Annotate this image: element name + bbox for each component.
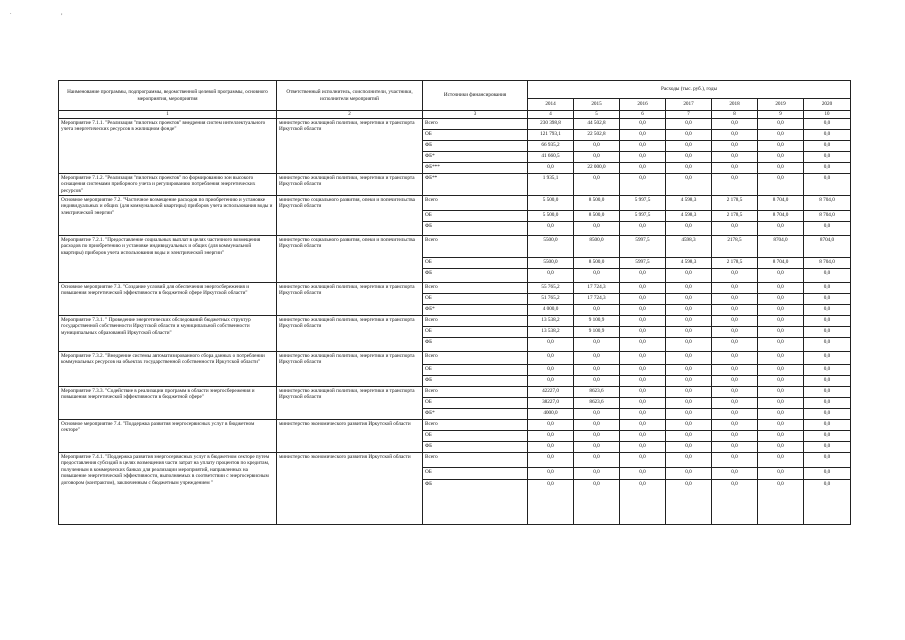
expense-value: 4 000,0 xyxy=(528,305,574,316)
expense-value: 0,0 xyxy=(804,163,851,174)
expense-value: 4 598,3 xyxy=(666,196,712,211)
executor-name: министерство экономического развития Иркутской области xyxy=(277,420,423,453)
expense-value: 0,0 xyxy=(620,453,666,468)
funding-source: Всего xyxy=(423,196,528,211)
expense-value: 38227,0 xyxy=(528,398,574,409)
expense-value: 0,0 xyxy=(712,141,758,152)
scan-marks: . , xyxy=(10,10,87,16)
expense-value: 5 997,5 xyxy=(620,211,666,222)
column-number: 5 xyxy=(574,111,620,119)
expense-value: 0,0 xyxy=(804,222,851,236)
expense-value: 5 500,0 xyxy=(528,211,574,222)
expense-value: 0,0 xyxy=(804,130,851,141)
expense-value: 0,0 xyxy=(666,365,712,376)
funding-source: Всего xyxy=(423,316,528,327)
table-row xyxy=(59,196,851,211)
funding-source: Всего xyxy=(423,236,528,258)
expense-value: 0,0 xyxy=(666,305,712,316)
table-row xyxy=(59,387,851,398)
expense-value: 0,0 xyxy=(666,420,712,431)
funding-source: ФБ xyxy=(423,480,528,525)
funding-source: ФБ xyxy=(423,442,528,453)
expense-value: 4 598,3 xyxy=(666,258,712,269)
expense-value: 0,0 xyxy=(712,365,758,376)
expense-value: 0,0 xyxy=(620,141,666,152)
expense-value: 0,0 xyxy=(758,305,804,316)
expense-value: 0,0 xyxy=(528,468,574,480)
column-number: 6 xyxy=(620,111,666,119)
expense-value: 2 178,5 xyxy=(712,211,758,222)
expense-value: 8 704,0 xyxy=(804,196,851,211)
expense-value: 22 502,8 xyxy=(574,130,620,141)
expense-value: 0,0 xyxy=(574,409,620,420)
expense-value: 0,0 xyxy=(712,327,758,338)
expense-value: 0,0 xyxy=(620,420,666,431)
expense-value: 8 704,0 xyxy=(758,211,804,222)
expense-value: 0,0 xyxy=(758,222,804,236)
expense-value: 0,0 xyxy=(804,376,851,387)
header-year: 2017 xyxy=(666,99,712,111)
expense-value: 0,0 xyxy=(804,305,851,316)
expense-value: 0,0 xyxy=(804,283,851,294)
expense-value: 0,0 xyxy=(758,316,804,327)
expense-value: 0,0 xyxy=(804,431,851,442)
expense-value: 0,0 xyxy=(758,294,804,305)
expense-value: 2 178,5 xyxy=(712,258,758,269)
expense-value: 8 500,0 xyxy=(574,196,620,211)
funding-source: ОБ xyxy=(423,327,528,338)
expense-value: 4000,0 xyxy=(528,409,574,420)
expense-value: 0,0 xyxy=(666,283,712,294)
expense-value: 0,0 xyxy=(804,152,851,163)
expense-value: 0,0 xyxy=(758,174,804,196)
expense-value: 8 704,0 xyxy=(804,211,851,222)
expense-value: 0,0 xyxy=(574,141,620,152)
expense-value: 8623,6 xyxy=(574,387,620,398)
expense-value: 41 660,5 xyxy=(528,152,574,163)
expense-value: 0,0 xyxy=(712,130,758,141)
funding-source: ОБ xyxy=(423,365,528,376)
expense-value: 0,0 xyxy=(666,352,712,365)
expense-value: 0,0 xyxy=(758,398,804,409)
expense-value: 0,0 xyxy=(666,442,712,453)
budget-table xyxy=(58,80,851,525)
expense-value: 5997,5 xyxy=(620,258,666,269)
expense-value: 0,0 xyxy=(758,365,804,376)
funding-source: ФБ xyxy=(423,376,528,387)
expense-value: 0,0 xyxy=(620,152,666,163)
expense-value: 0,0 xyxy=(666,222,712,236)
expense-value: 0,0 xyxy=(528,163,574,174)
expense-value: 0,0 xyxy=(574,152,620,163)
expense-value: 5 500,0 xyxy=(528,196,574,211)
expense-value: 0,0 xyxy=(574,305,620,316)
expense-value: 0,0 xyxy=(758,453,804,468)
expense-value: 0,0 xyxy=(620,468,666,480)
expense-value: 0,0 xyxy=(804,420,851,431)
expense-value: 8623,6 xyxy=(574,398,620,409)
table-row xyxy=(59,453,851,468)
expense-value: 0,0 xyxy=(528,269,574,283)
funding-source: ОБ xyxy=(423,258,528,269)
funding-source: ФБ xyxy=(423,338,528,352)
table-row xyxy=(59,420,851,431)
expense-value: 0,0 xyxy=(712,119,758,130)
expense-value: 0,0 xyxy=(804,468,851,480)
expense-value: 0,0 xyxy=(712,152,758,163)
expense-value: 0,0 xyxy=(804,453,851,468)
expense-value: 0,0 xyxy=(666,398,712,409)
column-number: 10 xyxy=(804,111,851,119)
expense-value: 0,0 xyxy=(574,442,620,453)
funding-source: ФБ* xyxy=(423,152,528,163)
column-number: 9 xyxy=(758,111,804,119)
expense-value: 0,0 xyxy=(712,283,758,294)
expense-value: 0,0 xyxy=(620,163,666,174)
expense-value: 230 398,8 xyxy=(528,119,574,130)
expense-value: 1 935,1 xyxy=(528,174,574,196)
program-item-name: Мероприятие 7.1.2. "Реализация "пилотных проектов" по формированию зон высокого оснащения системами приборного учета и регулированию потребления энергетических ресурсов" xyxy=(59,174,277,196)
expense-value: 0,0 xyxy=(620,283,666,294)
table-row xyxy=(59,352,851,365)
expense-value: 0,0 xyxy=(666,327,712,338)
expense-value: 8 500,0 xyxy=(574,258,620,269)
expense-value: 4598,3 xyxy=(666,236,712,258)
expense-value: 0,0 xyxy=(528,442,574,453)
expense-value: 5 997,5 xyxy=(620,196,666,211)
program-item-name: Мероприятие 7.3.1. " Проведение энергетических обследований бюджетных структур государственной собственности Иркутской области и муниципальной собственности муниципальных образований Иркутской области" xyxy=(59,316,277,352)
expense-value: 8 704,0 xyxy=(804,258,851,269)
expense-value: 0,0 xyxy=(620,409,666,420)
expense-value: 0,0 xyxy=(666,387,712,398)
expense-value: 0,0 xyxy=(574,480,620,525)
expense-value: 0,0 xyxy=(758,152,804,163)
funding-source: ФБ xyxy=(423,269,528,283)
expense-value: 121 793,1 xyxy=(528,130,574,141)
expense-value: 0,0 xyxy=(712,468,758,480)
expense-value: 5997,5 xyxy=(620,236,666,258)
executor-name: министерство экономического развития Иркутской области xyxy=(277,453,423,525)
expense-value: 0,0 xyxy=(620,305,666,316)
table-row xyxy=(59,236,851,258)
expense-value: 0,0 xyxy=(758,352,804,365)
program-item-name: Мероприятие 7.1.1. "Реализация "пилотных проектов" внедрения систем интеллектуального учета энергетических ресурсов в жилищном фонде" xyxy=(59,119,277,174)
expense-value: 0,0 xyxy=(758,119,804,130)
expense-value: 0,0 xyxy=(758,480,804,525)
expense-value: 0,0 xyxy=(620,174,666,196)
header-year: 2014 xyxy=(528,99,574,111)
table-body xyxy=(59,119,851,525)
expense-value: 0,0 xyxy=(712,174,758,196)
expense-value: 0,0 xyxy=(574,365,620,376)
expense-value: 0,0 xyxy=(666,409,712,420)
expense-value: 0,0 xyxy=(758,141,804,152)
expense-value: 0,0 xyxy=(574,431,620,442)
funding-source: Всего xyxy=(423,283,528,294)
executor-name: министерство жилищной политики, энергетики и транспорта Иркутской области xyxy=(277,119,423,174)
expense-value: 0,0 xyxy=(666,141,712,152)
expense-value: 0,0 xyxy=(666,174,712,196)
expense-value: 0,0 xyxy=(528,376,574,387)
expense-value: 8704,0 xyxy=(804,236,851,258)
funding-source: ФБ*** xyxy=(423,163,528,174)
program-item-name: Основное мероприятие 7.3. "Создание условий для обеспечения энергосбережения и повышения энергетической эффективности в бюджетной сфере Иркутской области" xyxy=(59,283,277,316)
header-expenses: Расходы (тыс. руб.), годы xyxy=(528,81,851,99)
expense-value: 51 765,2 xyxy=(528,294,574,305)
expense-value: 13 538,2 xyxy=(528,316,574,327)
expense-value: 0,0 xyxy=(574,420,620,431)
expense-value: 0,0 xyxy=(712,453,758,468)
header-executor: Ответственный исполнитель, соисполнители, участники, исполнители мероприятий xyxy=(277,81,423,111)
funding-source: Всего xyxy=(423,453,528,468)
expense-value: 0,0 xyxy=(804,269,851,283)
expense-value: 0,0 xyxy=(758,468,804,480)
expense-value: 0,0 xyxy=(712,376,758,387)
expense-value: 0,0 xyxy=(758,130,804,141)
expense-value: 5500,0 xyxy=(528,236,574,258)
expense-value: 42227,0 xyxy=(528,387,574,398)
expense-value: 13 538,2 xyxy=(528,327,574,338)
expense-value: 0,0 xyxy=(712,294,758,305)
column-number: 1 xyxy=(59,111,277,119)
expense-value: 0,0 xyxy=(758,420,804,431)
expense-value: 2 178,5 xyxy=(712,196,758,211)
expense-value: 0,0 xyxy=(620,431,666,442)
expense-value: 0,0 xyxy=(666,163,712,174)
header-year: 2020 xyxy=(804,99,851,111)
expense-value: 0,0 xyxy=(666,453,712,468)
expense-value: 0,0 xyxy=(712,338,758,352)
expense-value: 66 935,2 xyxy=(528,141,574,152)
expense-value: 17 724,3 xyxy=(574,283,620,294)
column-number: 2 xyxy=(277,111,423,119)
table-header-row xyxy=(59,81,851,99)
expense-value: 0,0 xyxy=(620,222,666,236)
expense-value: 0,0 xyxy=(712,305,758,316)
program-item-name: Мероприятие 7.3.2. "Внедрение системы автоматизированного сбора данных о потреблении коммунальных ресурсов на объектах государственной собственности Иркутской области" xyxy=(59,352,277,387)
expense-value: 0,0 xyxy=(666,130,712,141)
funding-source: Всего xyxy=(423,119,528,130)
funding-source: Всего xyxy=(423,352,528,365)
column-number: 8 xyxy=(712,111,758,119)
expense-value: 0,0 xyxy=(804,480,851,525)
expense-value: 0,0 xyxy=(804,352,851,365)
expense-value: 0,0 xyxy=(620,352,666,365)
expense-value: 0,0 xyxy=(804,338,851,352)
expense-value: 8 704,0 xyxy=(758,258,804,269)
expense-value: 55 765,2 xyxy=(528,283,574,294)
expense-value: 0,0 xyxy=(712,387,758,398)
expense-value: 8 500,0 xyxy=(574,211,620,222)
expense-value: 0,0 xyxy=(620,316,666,327)
expense-value: 0,0 xyxy=(666,480,712,525)
table-row xyxy=(59,119,851,130)
expense-value: 0,0 xyxy=(712,222,758,236)
expense-value: 0,0 xyxy=(758,269,804,283)
expense-value: 0,0 xyxy=(804,365,851,376)
expense-value: 0,0 xyxy=(620,365,666,376)
expense-value: 0,0 xyxy=(758,387,804,398)
funding-source: ФБ* xyxy=(423,409,528,420)
expense-value: 0,0 xyxy=(666,431,712,442)
expense-value: 0,0 xyxy=(620,442,666,453)
expense-value: 0,0 xyxy=(758,163,804,174)
expense-value: 0,0 xyxy=(528,352,574,365)
expense-value: 0,0 xyxy=(574,222,620,236)
expense-value: 0,0 xyxy=(574,269,620,283)
expense-value: 0,0 xyxy=(758,283,804,294)
expense-value: 0,0 xyxy=(804,174,851,196)
program-item-name: Мероприятие 7.4.1. "Поддержка развития энергосервисных услуг в бюджетном секторе путем предоставления субсидий в целях возмещения части затрат на уплату процентов по кредитам, полученным в коммерческих банках для реализации мероприятий, направленных на повышение энергетической эффективности, выполняемых в соответствии с энергосервисным договором (контрактом), заключенным с бюджетным учреждением " xyxy=(59,453,277,525)
executor-name: министерство жилищной политики, энергетики и транспорта Иркутской области xyxy=(277,174,423,196)
expense-value: 0,0 xyxy=(620,398,666,409)
expense-value: 0,0 xyxy=(528,453,574,468)
expense-value: 0,0 xyxy=(666,338,712,352)
expense-value: 0,0 xyxy=(758,338,804,352)
executor-name: министерство жилищной политики, энергетики и транспорта Иркутской области xyxy=(277,352,423,387)
expense-value: 0,0 xyxy=(666,376,712,387)
expense-value: 9 100,9 xyxy=(574,327,620,338)
expense-value: 0,0 xyxy=(666,294,712,305)
funding-source: ОБ xyxy=(423,130,528,141)
expense-value: 4 598,3 xyxy=(666,211,712,222)
expense-value: 0,0 xyxy=(804,141,851,152)
expense-value: 0,0 xyxy=(712,409,758,420)
executor-name: министерство жилищной политики, энергетики и транспорта Иркутской области xyxy=(277,316,423,352)
program-item-name: Мероприятие 7.3.3. "Содействие в реализации программ в области энергосбережения и повышения энергетической эффективности в бюджетной сфере" xyxy=(59,387,277,420)
expense-value: 0,0 xyxy=(712,352,758,365)
executor-name: министерство жилищной политики, энергетики и транспорта Иркутской области xyxy=(277,283,423,316)
expense-value: 0,0 xyxy=(620,376,666,387)
expense-value: 0,0 xyxy=(620,130,666,141)
table-row xyxy=(59,316,851,327)
expense-value: 9 100,9 xyxy=(574,316,620,327)
header-year: 2018 xyxy=(712,99,758,111)
column-number: 7 xyxy=(666,111,712,119)
expense-value: 0,0 xyxy=(620,294,666,305)
funding-source: Всего xyxy=(423,420,528,431)
expense-value: 8704,0 xyxy=(758,236,804,258)
funding-source: ОБ xyxy=(423,398,528,409)
expense-value: 0,0 xyxy=(666,152,712,163)
expense-value: 0,0 xyxy=(528,480,574,525)
funding-source: ФБ xyxy=(423,222,528,236)
expense-value: 0,0 xyxy=(712,316,758,327)
header-year: 2015 xyxy=(574,99,620,111)
expense-value: 0,0 xyxy=(528,365,574,376)
funding-source: ФБ xyxy=(423,141,528,152)
expense-value: 0,0 xyxy=(574,352,620,365)
column-number: 4 xyxy=(528,111,574,119)
expense-value: 44 502,8 xyxy=(574,119,620,130)
expense-value: 8 704,0 xyxy=(758,196,804,211)
expense-value: 22 000,0 xyxy=(574,163,620,174)
expense-value: 0,0 xyxy=(712,420,758,431)
expense-value: 0,0 xyxy=(804,387,851,398)
expense-value: 0,0 xyxy=(620,327,666,338)
expense-value: 0,0 xyxy=(666,119,712,130)
funding-source: ФБ** xyxy=(423,174,528,196)
expense-value: 0,0 xyxy=(620,480,666,525)
expense-value: 0,0 xyxy=(758,327,804,338)
expense-value: 0,0 xyxy=(712,442,758,453)
expense-value: 0,0 xyxy=(804,409,851,420)
expense-value: 5500,0 xyxy=(528,258,574,269)
column-number-row xyxy=(59,111,851,119)
expense-value: 0,0 xyxy=(666,269,712,283)
header-year: 2016 xyxy=(620,99,666,111)
expense-value: 0,0 xyxy=(804,327,851,338)
expense-value: 0,0 xyxy=(758,409,804,420)
executor-name: министерство социального развития, опеки и попечительства Иркутской области xyxy=(277,196,423,236)
expense-value: 0,0 xyxy=(620,119,666,130)
expense-value: 0,0 xyxy=(574,453,620,468)
program-item-name: Основное мероприятие 7.4. "Поддержка развития энергосервисных услуг в бюджетном секторе" xyxy=(59,420,277,453)
expense-value: 0,0 xyxy=(574,338,620,352)
table-row xyxy=(59,283,851,294)
expense-value: 0,0 xyxy=(528,338,574,352)
expense-value: 0,0 xyxy=(804,294,851,305)
expense-value: 0,0 xyxy=(712,480,758,525)
expense-value: 0,0 xyxy=(574,468,620,480)
expense-value: 0,0 xyxy=(574,376,620,387)
expense-value: 0,0 xyxy=(620,338,666,352)
expense-value: 0,0 xyxy=(804,398,851,409)
funding-source: ОБ xyxy=(423,294,528,305)
funding-source: Всего xyxy=(423,387,528,398)
expense-value: 0,0 xyxy=(712,163,758,174)
expense-value: 0,0 xyxy=(758,376,804,387)
expense-value: 0,0 xyxy=(528,222,574,236)
expense-value: 0,0 xyxy=(758,442,804,453)
header-year: 2019 xyxy=(758,99,804,111)
executor-name: министерство жилищной политики, энергетики и транспорта Иркутской области xyxy=(277,387,423,420)
program-item-name: Основное мероприятие 7.2. "Частичное возмещение расходов по приобретению и установке индивидуальных и общих (для коммунальной квартиры) приборов учета использования воды и электрической энергии" xyxy=(59,196,277,236)
expense-value: 0,0 xyxy=(804,316,851,327)
column-number: 3 xyxy=(423,111,528,119)
funding-source: ОБ xyxy=(423,211,528,222)
expense-value: 0,0 xyxy=(574,174,620,196)
header-program-name: Наименование программы, подпрограммы, ведомственной целевой программы, основного мероприятия, мероприятия xyxy=(59,81,277,111)
expense-value: 0,0 xyxy=(528,431,574,442)
expense-value: 0,0 xyxy=(712,398,758,409)
expense-value: 0,0 xyxy=(620,387,666,398)
expense-value: 0,0 xyxy=(666,468,712,480)
expense-value: 0,0 xyxy=(758,431,804,442)
expense-value: 0,0 xyxy=(528,420,574,431)
expense-value: 0,0 xyxy=(804,442,851,453)
expense-value: 0,0 xyxy=(712,431,758,442)
table-row xyxy=(59,174,851,196)
program-item-name: Мероприятие 7.2.1. "Предоставление социальных выплат в целях частичного возмещения расходов по приобретению и установке индивидуальных и общих (для коммунальной квартиры) приборов учета использования воды и электрической энергии" xyxy=(59,236,277,283)
expense-value: 2178,5 xyxy=(712,236,758,258)
expense-value: 0,0 xyxy=(804,119,851,130)
executor-name: министерство социального развития, опеки и попечительства Иркутской области xyxy=(277,236,423,283)
funding-source: ОБ xyxy=(423,431,528,442)
expense-value: 0,0 xyxy=(666,316,712,327)
expense-value: 0,0 xyxy=(620,269,666,283)
expense-value: 0,0 xyxy=(712,269,758,283)
funding-source: ФБ* xyxy=(423,305,528,316)
expense-value: 17 724,3 xyxy=(574,294,620,305)
funding-source: ОБ xyxy=(423,468,528,480)
header-funding-source: Источники финансирования xyxy=(423,81,528,111)
expense-value: 8500,0 xyxy=(574,236,620,258)
